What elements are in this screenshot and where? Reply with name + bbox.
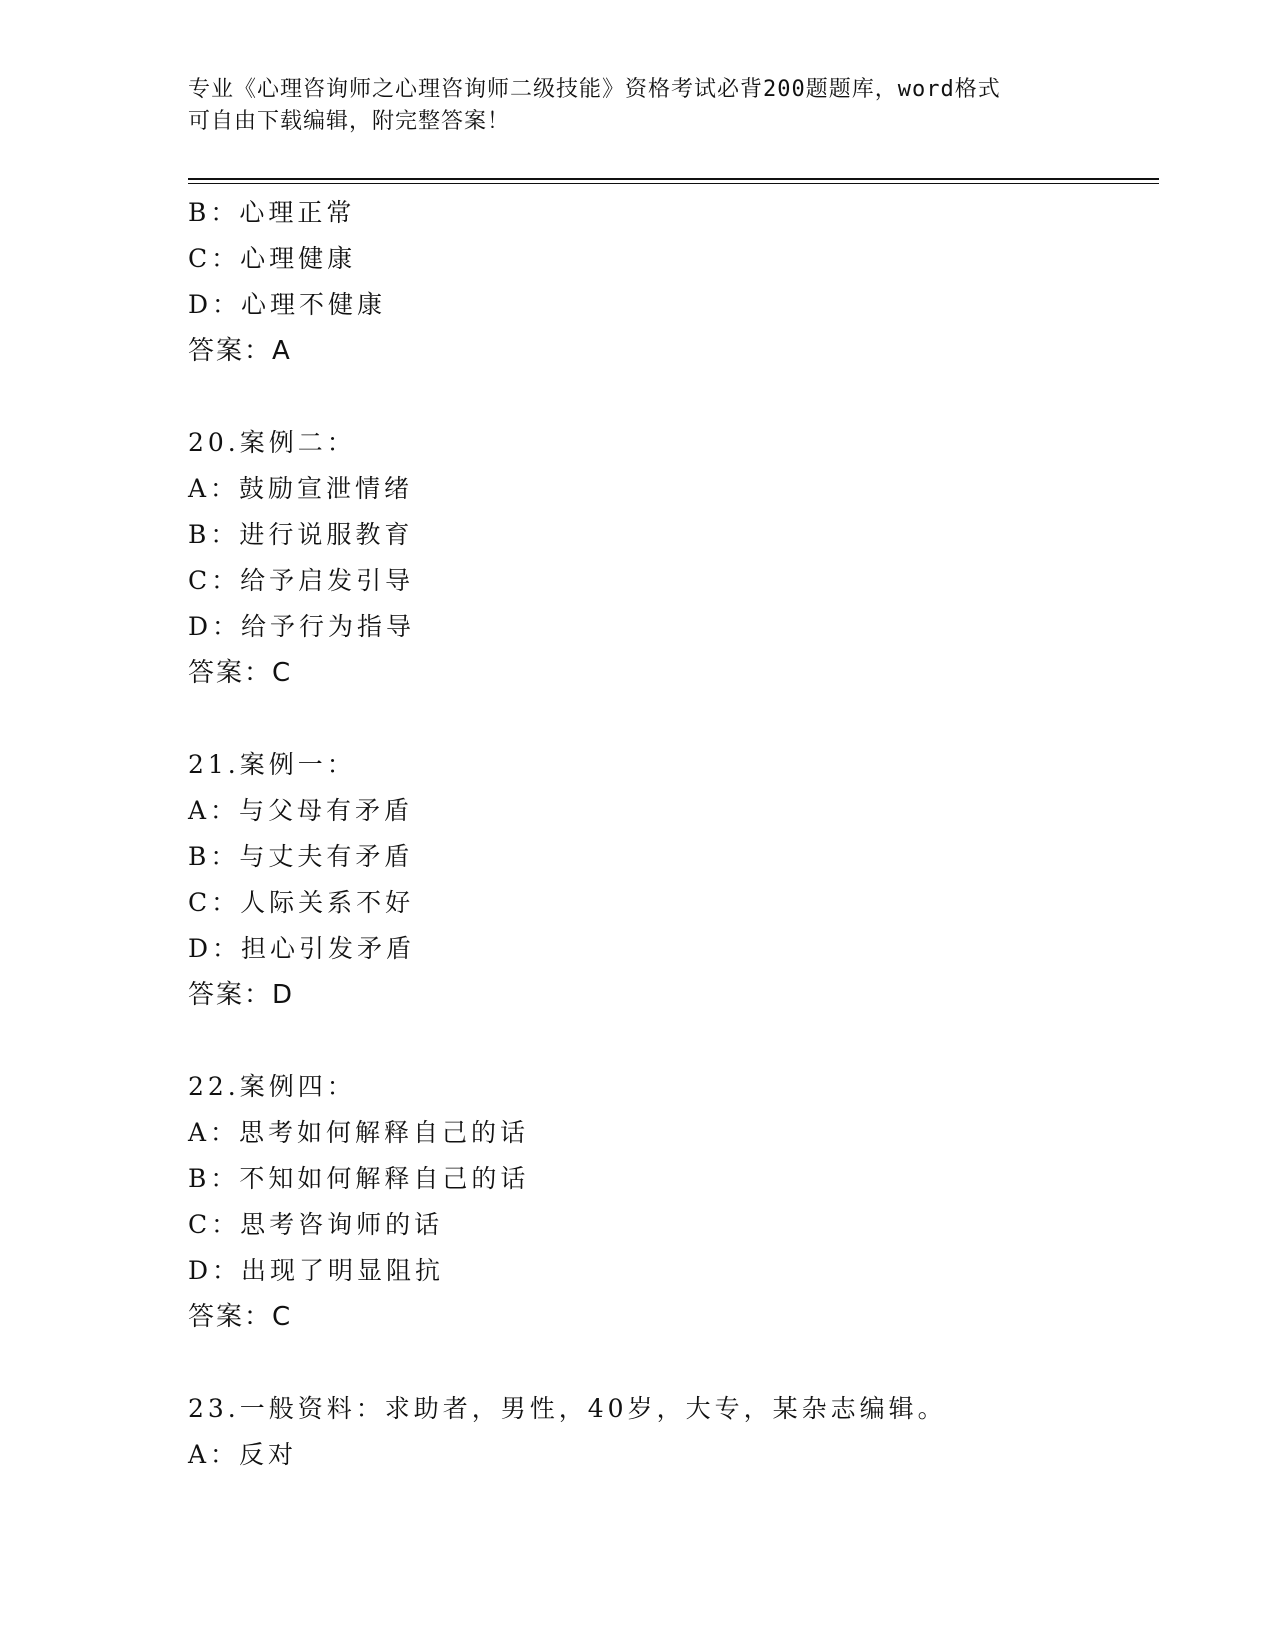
- header-divider-thin: [188, 183, 1159, 184]
- question-title: 22.案例四：: [188, 1072, 356, 1101]
- spacer: [188, 374, 1158, 420]
- option-a: A：与父母有矛盾: [188, 796, 414, 825]
- answer: 答案：C: [188, 1302, 293, 1332]
- option-a: A：反对: [188, 1440, 298, 1469]
- answer: 答案：C: [188, 658, 293, 688]
- option-b: B：进行说服教育: [188, 520, 414, 549]
- option-d: D：给予行为指导: [188, 612, 416, 641]
- spacer: [188, 696, 1158, 742]
- question-title: 21.案例一：: [188, 750, 356, 779]
- header-line-1: 专业《心理咨询师之心理咨询师二级技能》资格考试必背200题题库，word格式: [188, 77, 1001, 102]
- document-body: [188, 190, 1158, 1478]
- option-c: C：心理健康: [188, 244, 357, 273]
- answer: 答案：A: [188, 336, 292, 366]
- document-header: [188, 74, 1068, 138]
- option-d: D：心理不健康: [188, 290, 387, 319]
- spacer: [188, 1340, 1158, 1386]
- option-b: B：与丈夫有矛盾: [188, 842, 414, 871]
- option-d: D：出现了明显阻抗: [188, 1256, 445, 1285]
- option-c: C：给予启发引导: [188, 566, 415, 595]
- option-a: A：思考如何解释自己的话: [188, 1118, 530, 1147]
- header-divider-thick: [188, 178, 1159, 180]
- answer: 答案：D: [188, 980, 295, 1010]
- question-title: 20.案例二：: [188, 428, 356, 457]
- option-b: B：心理正常: [188, 198, 356, 227]
- spacer: [188, 1018, 1158, 1064]
- header-line-2: 可自由下载编辑，附完整答案！: [188, 109, 511, 134]
- option-a: A：鼓励宣泄情绪: [188, 474, 414, 503]
- option-b: B：不知如何解释自己的话: [188, 1164, 530, 1193]
- option-d: D：担心引发矛盾: [188, 934, 416, 963]
- option-c: C：思考咨询师的话: [188, 1210, 444, 1239]
- question-title: 23.一般资料：求助者，男性，40岁，大专，某杂志编辑。: [188, 1394, 947, 1423]
- option-c: C：人际关系不好: [188, 888, 415, 917]
